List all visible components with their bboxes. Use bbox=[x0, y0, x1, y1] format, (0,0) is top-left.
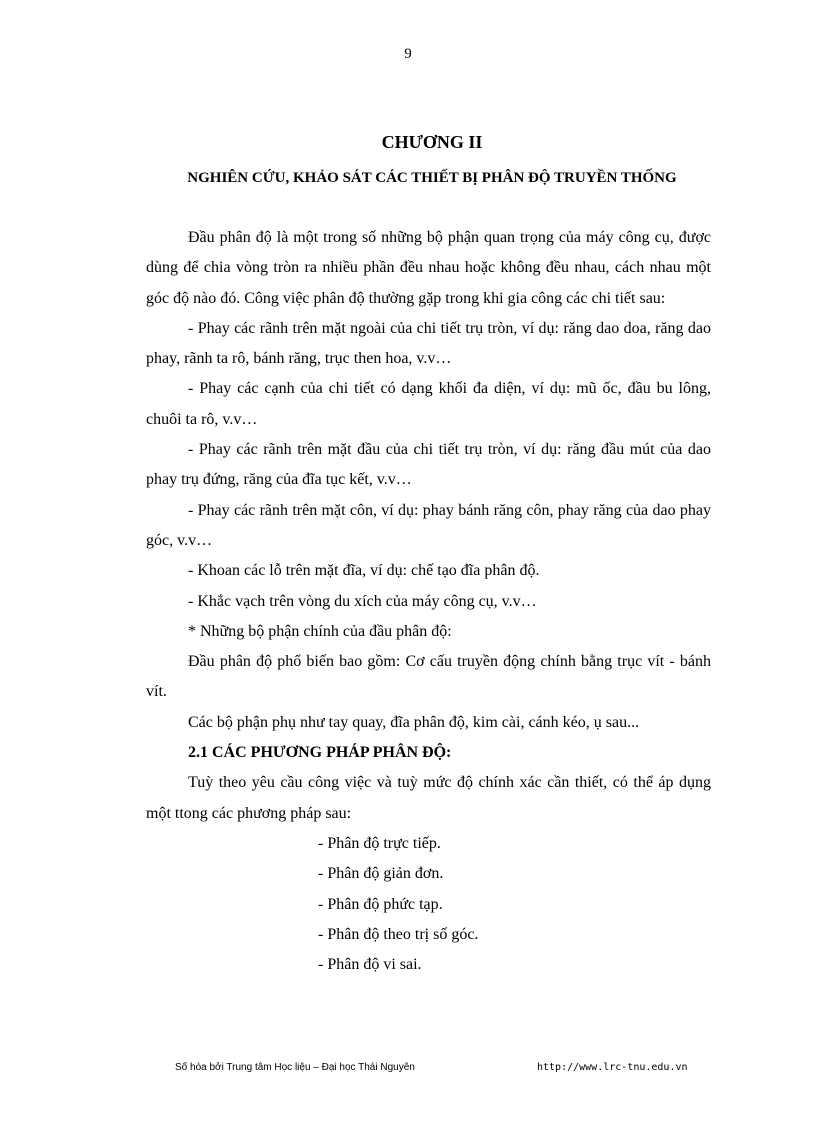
footer-source: Số hóa bởi Trung tâm Học liệu – Đại học Thái Nguyên bbox=[175, 1062, 415, 1073]
method-item: - Phân độ theo trị số góc. bbox=[318, 925, 479, 943]
body-text bbox=[146, 223, 711, 980]
main-parts-label: * Những bộ phận chính của đầu phân độ: bbox=[188, 622, 452, 640]
main-parts-paragraph: Đầu phân độ phổ biến bao gồm: Cơ cấu truyền động chính bằng trục vít - bánh vít. bbox=[146, 653, 711, 701]
use-item: - Khoan các lỗ trên mặt đĩa, ví dụ: chế tạo đĩa phân độ. bbox=[188, 562, 540, 580]
intro-paragraph: Đầu phân độ là một trong số những bộ phận quan trọng của máy công cụ, được dùng để chia vòng tròn ra nhiều phần đều nhau hoặc không đều nhau, cách nhau một góc độ nào đó. Công việc phân độ thường gặp trong khi gia công các chi tiết sau: bbox=[146, 229, 711, 307]
use-item: - Phay các rãnh trên mặt đầu của chi tiết trụ tròn, ví dụ: răng đầu mút của dao phay trụ đứng, răng của đĩa tục kết, v.v… bbox=[146, 441, 711, 489]
aux-parts-paragraph: Các bộ phận phụ như tay quay, đĩa phân độ, kim cài, cánh kéo, ụ sau... bbox=[188, 713, 640, 731]
section-intro: Tuỳ theo yêu cầu công việc và tuỳ mức độ chính xác cần thiết, có thể áp dụng một ttong các phương pháp sau: bbox=[146, 774, 711, 822]
chapter-title: CHƯƠNG II bbox=[381, 132, 483, 152]
method-item: - Phân độ phức tạp. bbox=[318, 895, 443, 913]
page-number: 9 bbox=[404, 46, 412, 62]
use-item: - Khắc vạch trên vòng du xích của máy công cụ, v.v… bbox=[188, 592, 537, 610]
use-item: - Phay các rãnh trên mặt côn, ví dụ: phay bánh răng côn, phay răng của dao phay góc, v.v… bbox=[146, 501, 711, 549]
chapter-subtitle: NGHIÊN CỨU, KHẢO SÁT CÁC THIẾT BỊ PHÂN ĐỘ TRUYỀN THỐNG bbox=[187, 170, 677, 186]
method-item: - Phân độ trực tiếp. bbox=[318, 834, 441, 852]
method-item: - Phân độ giản đơn. bbox=[318, 865, 444, 883]
section-heading: 2.1 CÁC PHƯƠNG PHÁP PHÂN ĐỘ: bbox=[188, 744, 452, 762]
use-item: - Phay các cạnh của chi tiết có dạng khối đa diện, ví dụ: mũ ốc, đầu bu lông, chuôi ta rô, v.v… bbox=[146, 380, 711, 428]
method-item: - Phân độ vi sai. bbox=[318, 956, 422, 974]
use-item: - Phay các rãnh trên mặt ngoài của chi tiết trụ tròn, ví dụ: răng dao doa, răng dao phay, rãnh ta rô, bánh răng, trục then hoa, v.v… bbox=[146, 319, 711, 368]
footer-url: http://www.lrc-tnu.edu.vn bbox=[537, 1062, 688, 1073]
